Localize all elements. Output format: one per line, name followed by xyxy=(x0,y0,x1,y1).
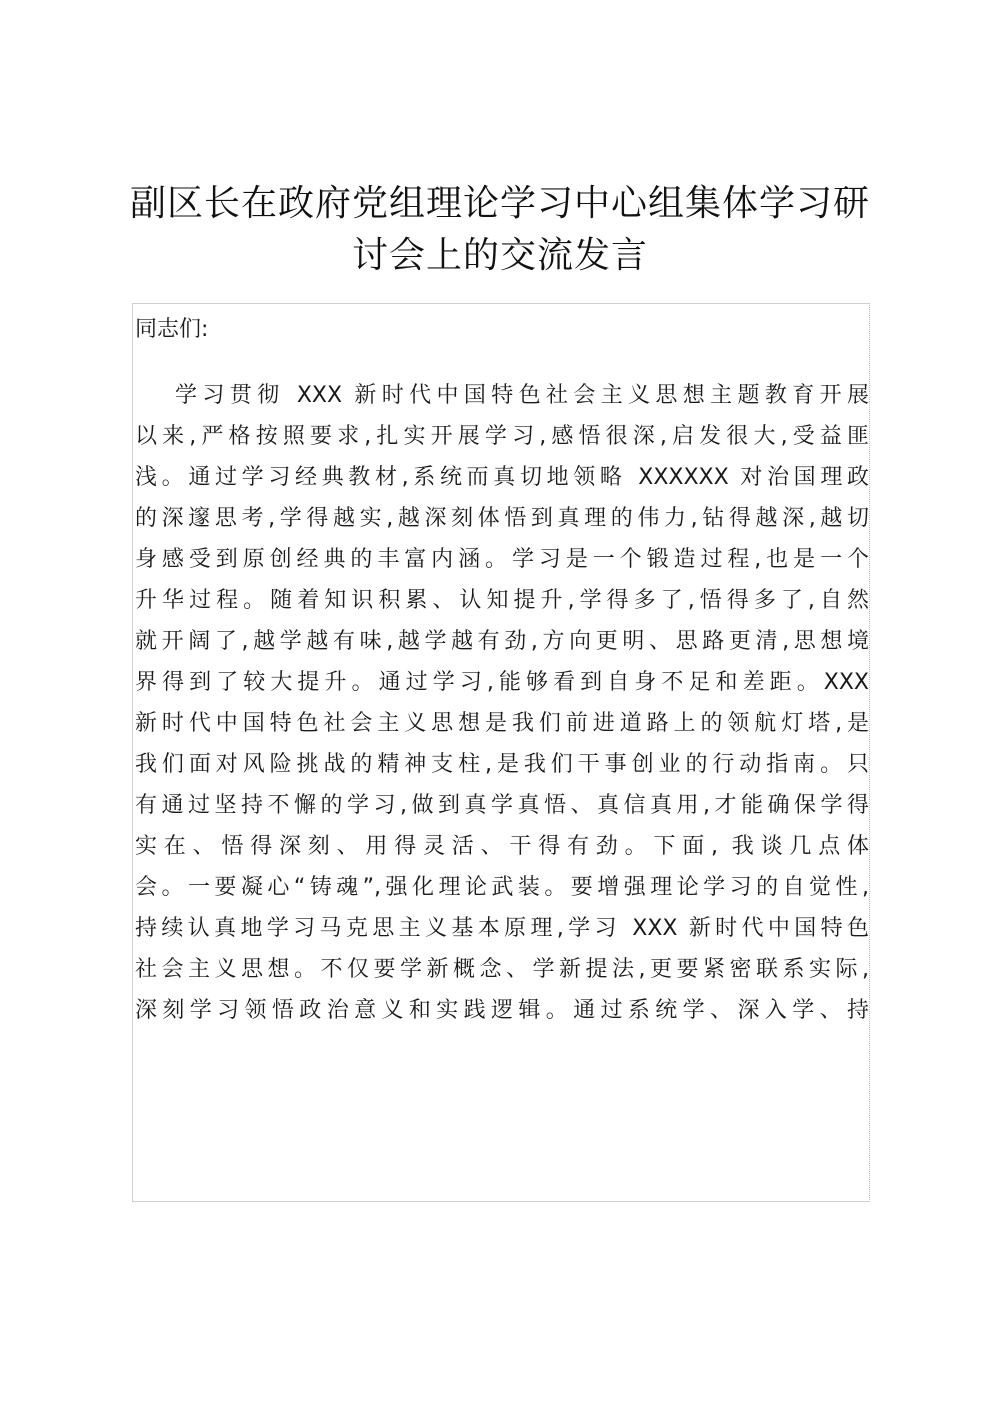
paragraph-line: 深刻学习领悟政治意义和实践逻辑。通过系统学、深入学、持 xyxy=(135,998,869,1023)
paragraph-line: 持续认真地学习马克思主义基本原理,学习 XXX 新时代中国特色 xyxy=(135,916,869,941)
paragraph-line: 我们面对风险挑战的精神支柱,是我们干事创业的行动指南。只 xyxy=(135,752,869,777)
paragraph-line: 浅。通过学习经典教材,系统而真切地领略 XXXXXX 对治国理政 xyxy=(135,465,869,490)
paragraph-line: 升华过程。随着知识积累、认知提升,学得多了,悟得多了,自然 xyxy=(135,588,869,613)
paragraph-line: 会。一要凝心“铸魂”,强化理论武装。要增强理论学习的自觉性, xyxy=(135,875,869,900)
paragraph-line: 有通过坚持不懈的学习,做到真学真悟、真信真用,才能确保学得 xyxy=(135,793,869,818)
salutation: 同志们: xyxy=(135,317,209,342)
title-line-2: 讨会上的交流发言 xyxy=(351,235,648,276)
paragraph-line: 以来,严格按照要求,扎实开展学习,感悟很深,启发很大,受益匪 xyxy=(135,424,869,449)
paragraph-line: 新时代中国特色社会主义思想是我们前进道路上的领航灯塔,是 xyxy=(135,711,869,736)
paragraph-line: 实在、悟得深刻、用得灵活、干得有劲。下面, 我谈几点体 xyxy=(135,834,869,859)
paragraph-line: 身感受到原创经典的丰富内涵。学习是一个锻造过程,也是一个 xyxy=(135,547,869,572)
paragraph-line: 的深邃思考,学得越实,越深刻体悟到真理的伟力,钻得越深,越切 xyxy=(135,506,869,531)
paragraph-line: 界得到了较大提升。通过学习,能够看到自身不足和差距。XXX xyxy=(135,670,869,695)
document-title xyxy=(120,178,880,282)
paragraph-line: 就开阔了,越学越有味,越学越有劲,方向更明、思路更清,思想境 xyxy=(135,629,869,654)
paragraph-line: 社会主义思想。不仅要学新概念、学新提法,更要紧密联系实际, xyxy=(135,957,869,982)
title-line-1: 副区长在政府党组理论学习中心组集体学习研 xyxy=(129,183,870,224)
paragraph-line: 学习贯彻 XXX 新时代中国特色社会主义思想主题教育开展 xyxy=(175,383,869,408)
body-paragraph xyxy=(135,375,869,1031)
